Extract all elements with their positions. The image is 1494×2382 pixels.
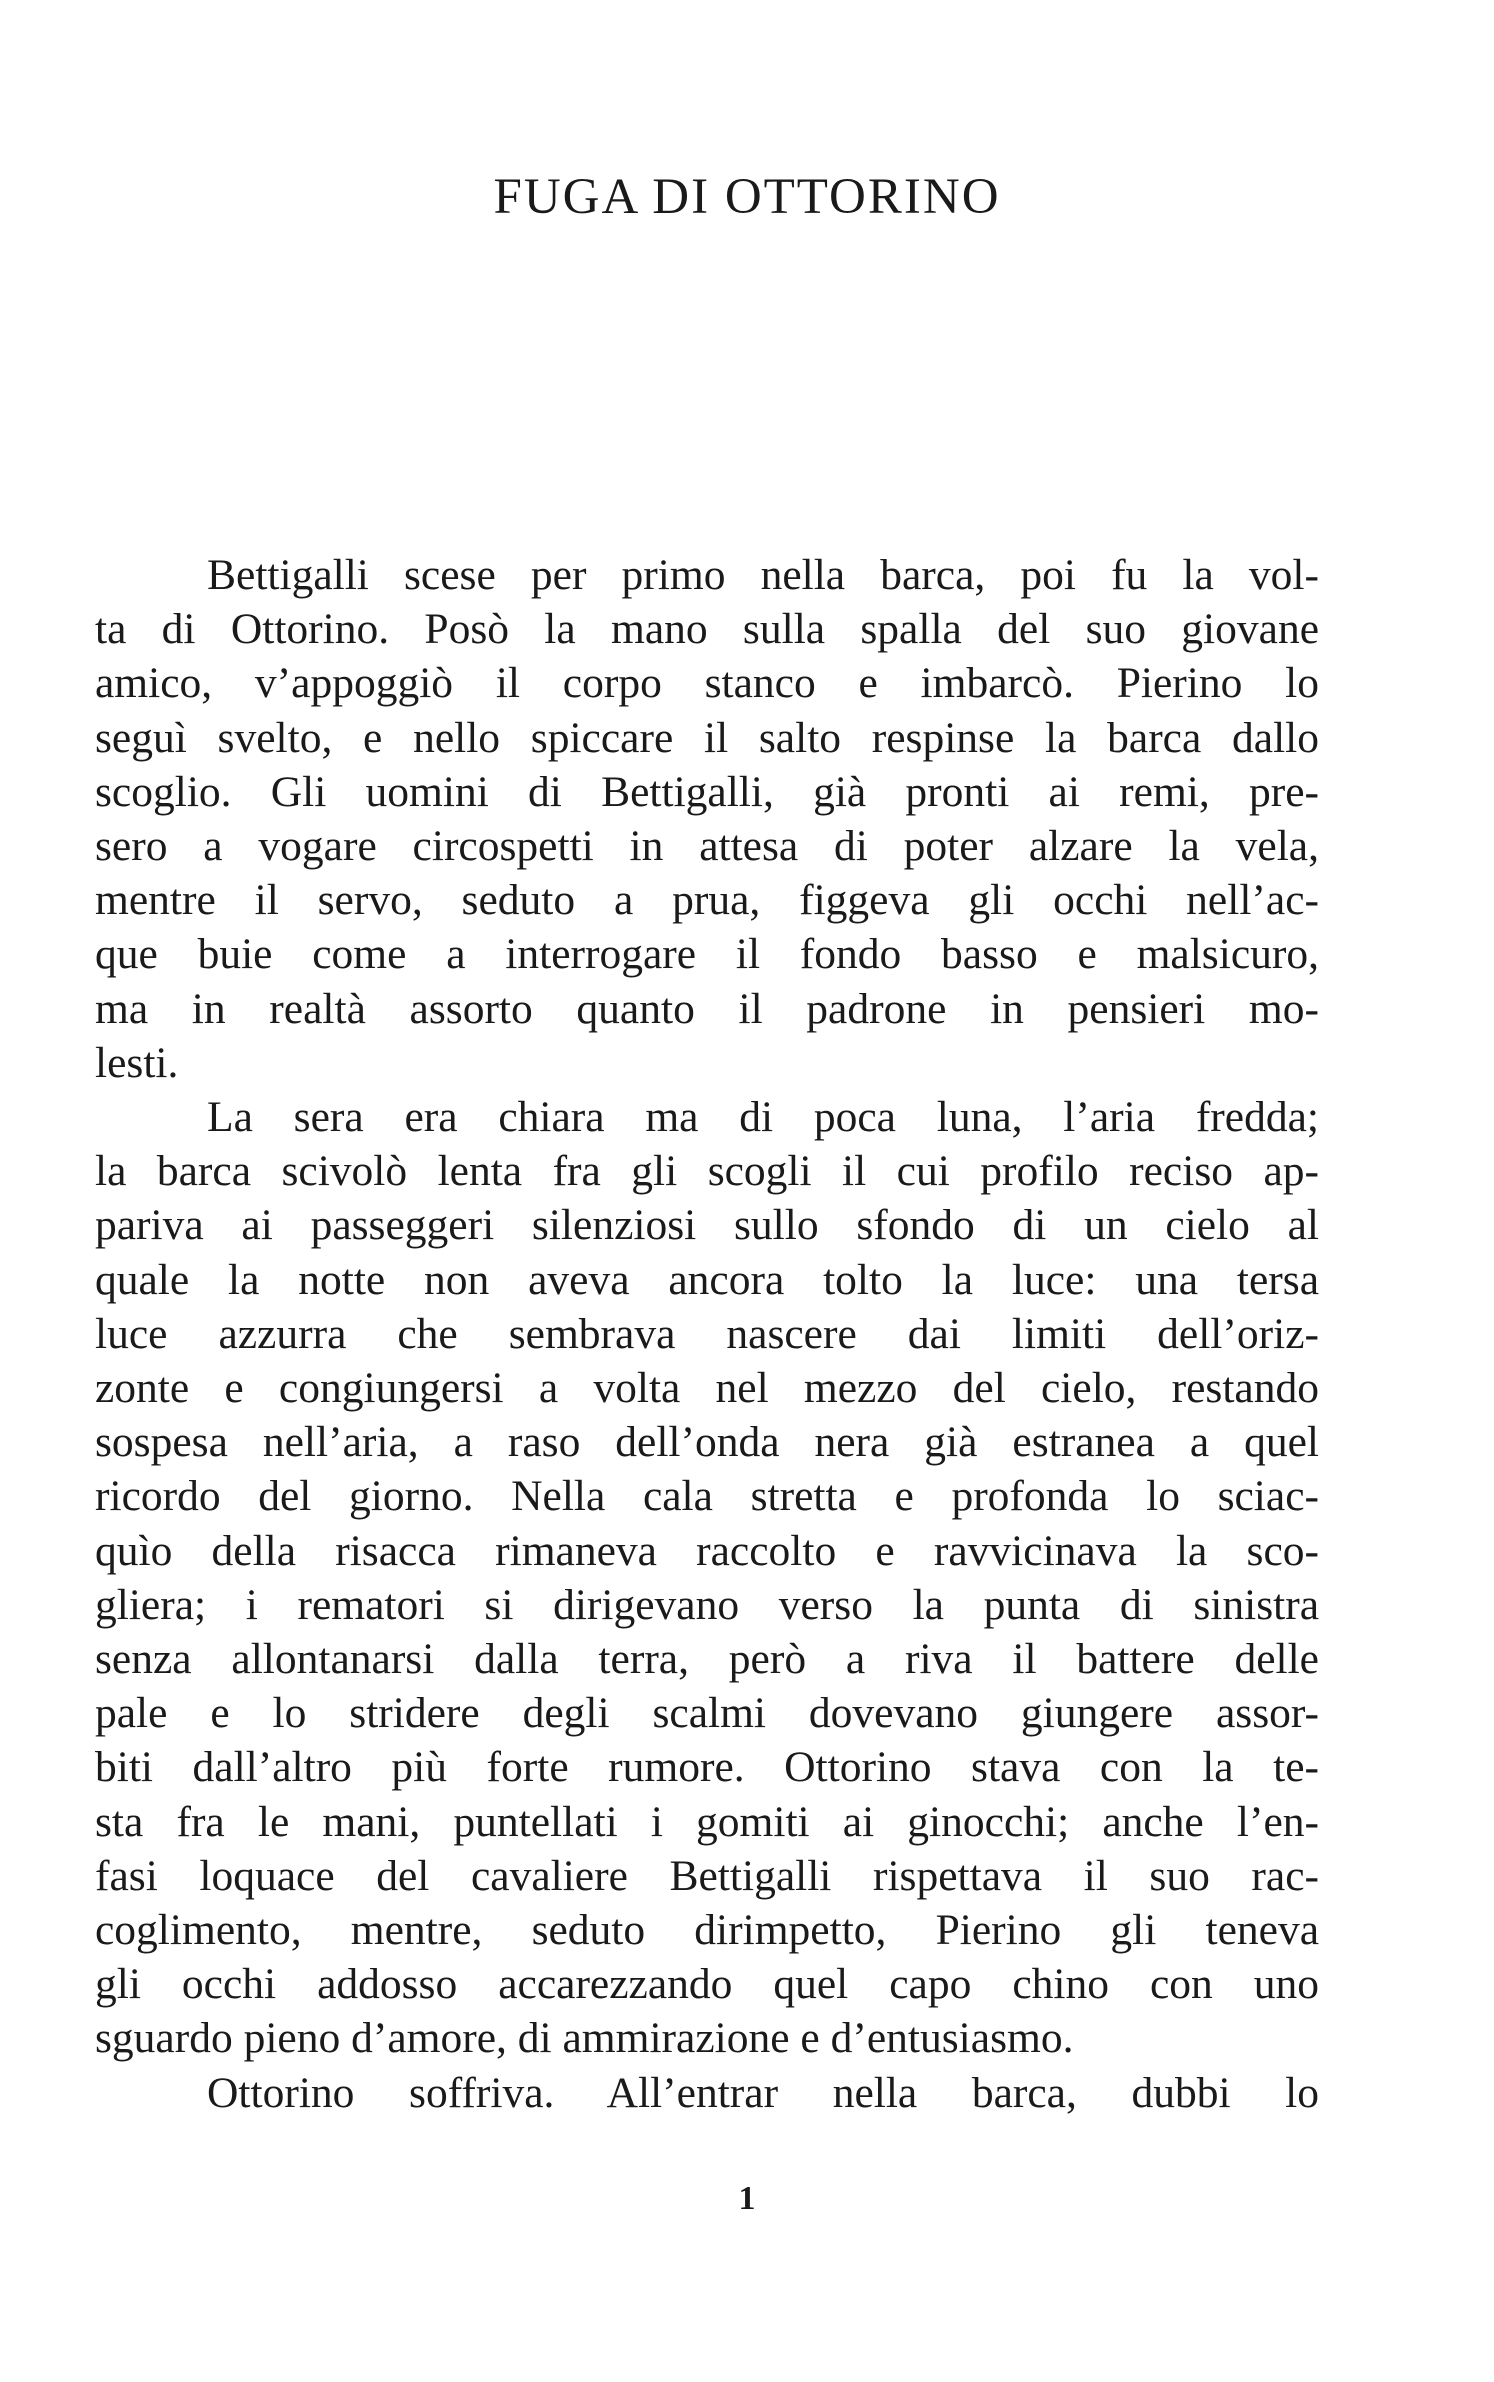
text-line: quale la notte non aveva ancora tolto la luce: una tersa: [95, 1255, 1319, 1304]
text-line: fasi loquace del cavaliere Bettigalli rispettava il suo rac-: [95, 1851, 1319, 1900]
page-number: 1: [738, 2180, 756, 2217]
text-line: ricordo del giorno. Nella cala stretta e profonda lo sciac-: [95, 1472, 1319, 1521]
text-line: mentre il servo, seduto a prua, figgeva gli occhi nell’ac-: [95, 876, 1319, 925]
text-line: pariva ai passeggeri silenziosi sullo sfondo di un cielo al: [95, 1201, 1319, 1250]
text-line: que buie come a interrogare il fondo basso e malsicuro,: [95, 930, 1319, 979]
text-line: coglimento, mentre, seduto dirimpetto, Pierino gli teneva: [95, 1906, 1319, 1955]
text-line: sospesa nell’aria, a raso dell’onda nera già estranea a quel: [95, 1418, 1319, 1467]
text-line: La sera era chiara ma di poca luna, l’aria fredda;: [207, 1093, 1319, 1142]
text-line: zonte e congiungersi a volta nel mezzo del cielo, restando: [95, 1364, 1319, 1413]
text-line: pale e lo stridere degli scalmi dovevano giungere assor-: [95, 1689, 1319, 1738]
body-text: [95, 548, 1319, 2120]
text-line: ma in realtà assorto quanto il padrone in pensieri mo-: [95, 984, 1319, 1033]
text-line: sta fra le mani, puntellati i gomiti ai ginocchi; anche l’en-: [95, 1797, 1319, 1846]
text-line: gliera; i rematori si dirigevano verso la punta di sinistra: [95, 1580, 1319, 1629]
text-line: quìo della risacca rimaneva raccolto e ravvicinava la sco-: [95, 1526, 1319, 1575]
chapter-title: FUGA DI OTTORINO: [493, 169, 1001, 225]
text-line: Bettigalli scese per primo nella barca, poi fu la vol-: [207, 551, 1319, 599]
text-line: ta di Ottorino. Posò la mano sulla spalla del suo giovane: [95, 605, 1319, 654]
text-line: amico, v’appoggiò il corpo stanco e imbarcò. Pierino lo: [95, 659, 1319, 708]
text-line: luce azzurra che sembrava nascere dai limiti dell’oriz-: [95, 1309, 1319, 1358]
paragraph: [95, 2066, 1319, 2120]
paragraph: [95, 548, 1319, 1090]
text-line: sguardo pieno d’amore, di ammirazione e d’entusiasmo.: [95, 2014, 1074, 2063]
paragraph: [95, 1090, 1319, 2066]
text-line: gli occhi addosso accarezzando quel capo chino con uno: [95, 1960, 1319, 2009]
text-line: senza allontanarsi dalla terra, però a riva il battere delle: [95, 1635, 1319, 1684]
text-line: lesti.: [95, 1038, 179, 1087]
text-line: sero a vogare circospetti in attesa di poter alzare la vela,: [95, 822, 1319, 871]
text-line: Ottorino soffriva. All’entrar nella barca, dubbi lo: [207, 2068, 1319, 2117]
text-line: biti dall’altro più forte rumore. Ottorino stava con la te-: [95, 1743, 1319, 1792]
text-line: la barca scivolò lenta fra gli scogli il cui profilo reciso ap-: [95, 1147, 1319, 1196]
text-line: seguì svelto, e nello spiccare il salto respinse la barca dallo: [95, 713, 1319, 762]
text-line: scoglio. Gli uomini di Bettigalli, già pronti ai remi, pre-: [95, 767, 1319, 816]
